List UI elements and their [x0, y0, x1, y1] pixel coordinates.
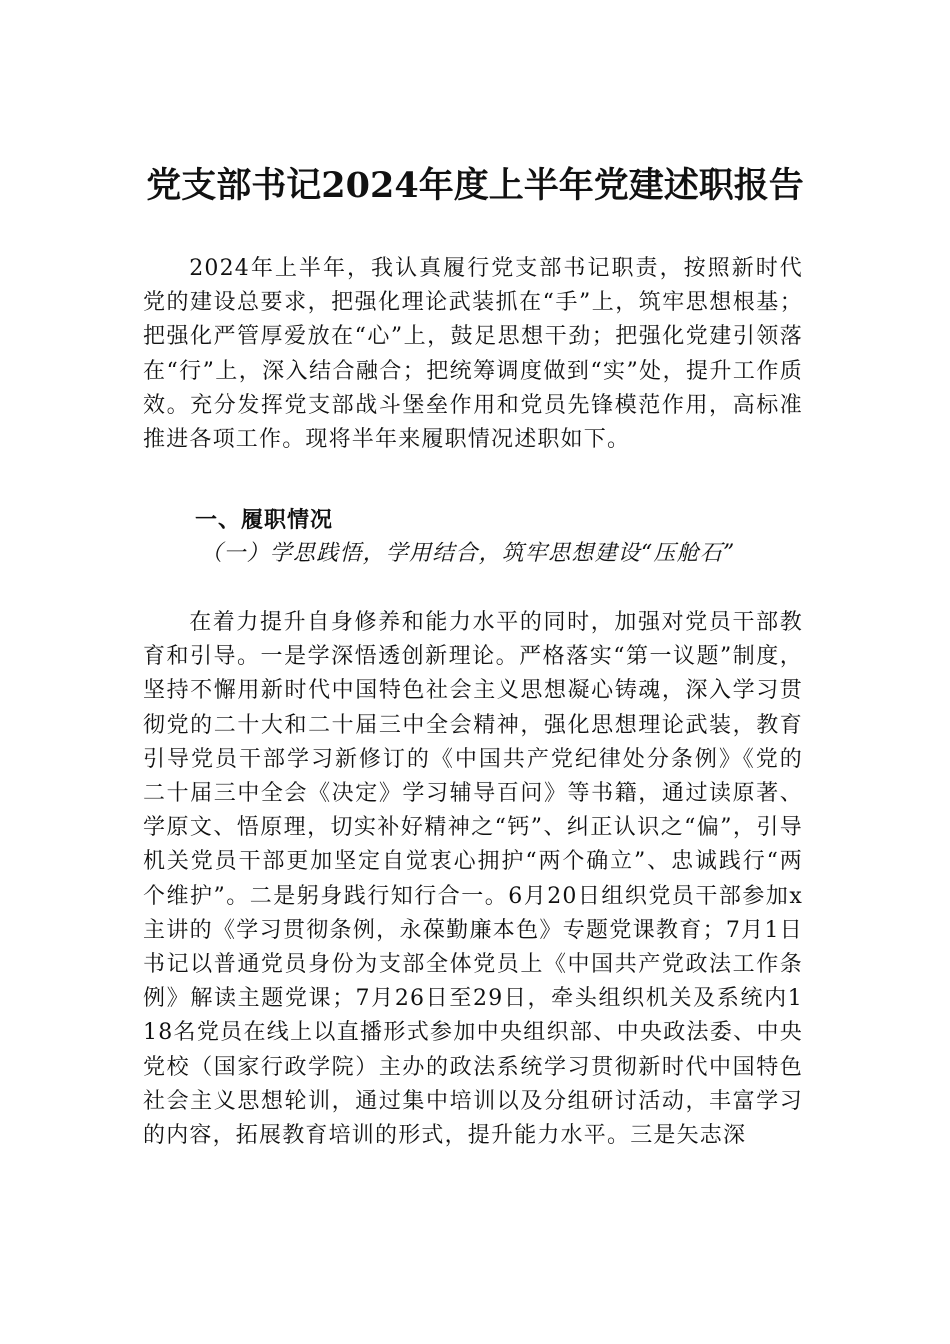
document-title: 党支部书记2024年度上半年党建述职报告 — [146, 165, 804, 206]
section-heading: 一、履职情况 — [195, 507, 334, 533]
body-paragraph: 在着力提升自身修养和能力水平的同时，加强对党员干部教育和引导。一是学深悟透创新理论。严格落实“第一议题”制度，坚持不懈用新时代中国特色社会主义思想凝心铸魂，深入学习贯彻党的二十大和二十届三中全会精神，强化思想理论武装，教育引导党员干部学习新修订的《中国共产党纪律处分条例》《党的二十届三中全会《决定》学习辅导百问》等书籍，通过读原著、学原文、悟原理，切实补好精神之“钙”、纠正认识之“偏”，引导机关党员干部更加坚定自觉衷心拥护“两个确立”、忠诚践行“两个维护”。二是躬身践行知行合一。6月20日组织党员干部参加x主讲的《学习贯彻条例，永葆勤廉本色》专题党课教育；7月1日书记以普通党员身份为支部全体党员上《中国共产党政法工作条例》解读主题党课；7月26日至29日，牵头组织机关及系统内118名党员在线上以直播形式参加中央组织部、中央政法委、中央党校（国家行政学院）主办的政法系统学习贯彻新时代中国特色社会主义思想轮训，通过集中培训以及分组研讨活动，丰富学习的内容，拓展教育培训的形式，提升能力水平。三是矢志深 — [143, 610, 803, 1149]
subsection-heading: （一）学思践悟，学用结合，筑牢思想建设“压舱石” — [200, 541, 736, 566]
intro-paragraph: 2024年上半年，我认真履行党支部书记职责，按照新时代党的建设总要求，把强化理论武装抓在“手”上，筑牢思想根基；把强化严管厚爱放在“心”上，鼓足思想干劲；把强化党建引领落在“行”上，深入结合融合；把统筹调度做到“实”处，提升工作质效。充分发挥党支部战斗堡垒作用和党员先锋模范作用，高标准推进各项工作。现将半年来履职情况述职如下。 — [143, 256, 803, 453]
